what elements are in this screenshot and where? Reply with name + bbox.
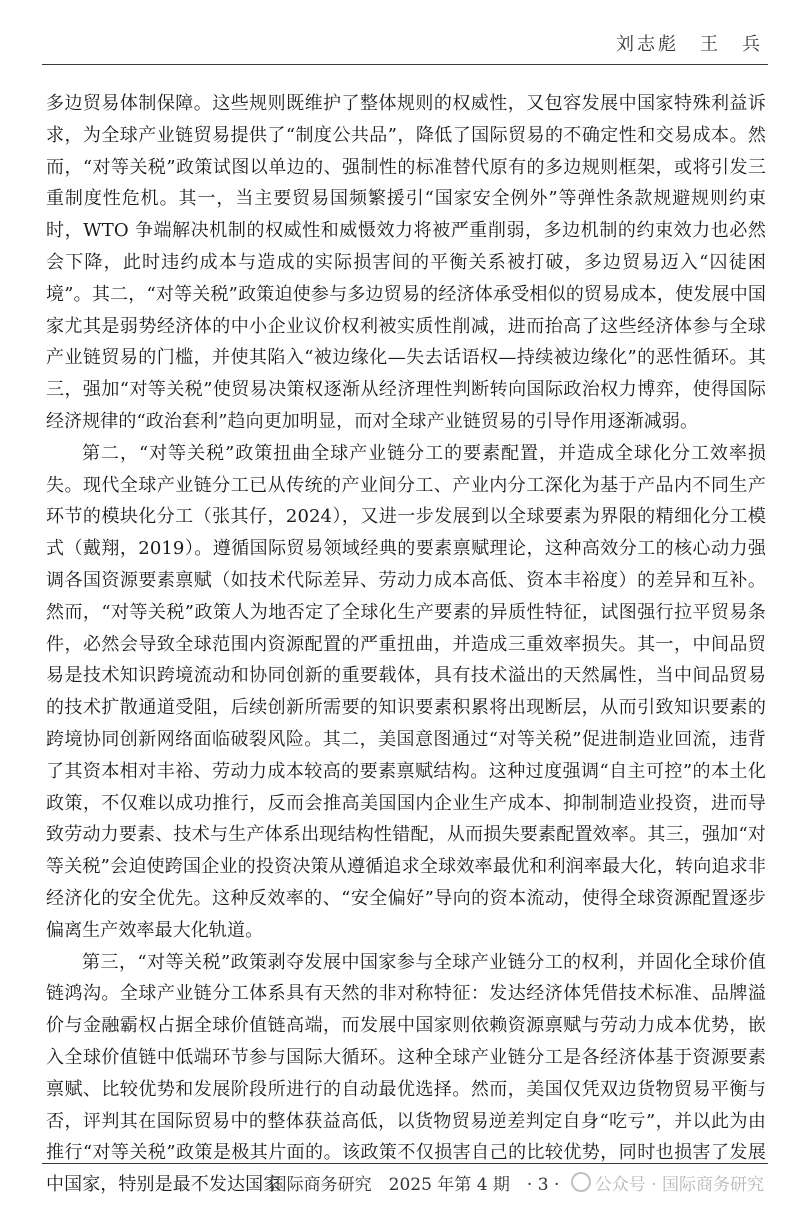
- paragraph-continuation: 多边贸易体制保障。这些规则既维护了整体规则的权威性，又包容发展中国家特殊利益诉求，为全球产业链贸易提供了“制度公共品”，降低了国际贸易的不确定性和交易成本。然而，“对等关税”政策试图以单边的、强制性的标准替代原有的多边规则框架，或将引发三重制度性危机。其一，当主要贸易国频繁援引“国家安全例外”等弹性条款规避规则约束时，WTO 争端解决机制的权威性和威慑效力将被严重削弱，多边机制的约束效力也必然会下降，此时违约成本与造成的实际损害间的平衡关系被打破，多边贸易迈入“囚徒困境”。其二，“对等关税”政策迫使参与多边贸易的经济体承受相似的贸易成本，使发展中国家尤其是弱势经济体的中小企业议价权利被实质性削减，进而抬高了这些经济体参与全球产业链贸易的门槛，并使其陷入“被边缘化—失去话语权—持续被边缘化”的恶性循环。其三，强加“对等关税”使贸易决策权逐渐从经济理性判断转向国际政治权力博弈，使得国际经济规律的“政治套利”趋向更加明显，而对全球产业链贸易的引导作用逐渐减弱。: [46, 93, 766, 432]
- article-body: [46, 88, 766, 1201]
- watermark: [571, 1175, 764, 1195]
- header-divider: [42, 64, 768, 65]
- running-header-authors: 刘志彪 王 兵: [616, 34, 763, 55]
- running-footer: [270, 1170, 764, 1195]
- wechat-icon: [571, 1172, 591, 1192]
- paragraph-third-point: 第三，“对等关税”政策剥夺发展中国家参与全球产业链分工的权利，并固化全球价值链鸿沟。全球产业链分工体系具有天然的非对称特征：发达经济体凭借技术标准、品牌溢价与金融霸权占据全球价值链高端，而发展中国家则依赖资源禀赋与劳动力成本优势，嵌入全球价值链中低端环节参与国际大循环。这种全球产业链分工是各经济体基于资源要素禀赋、比较优势和发展阶段所进行的自动最优选择。然而，美国仅凭双边货物贸易平衡与否，评判其在国际贸易中的整体获益高低，以货物贸易逆差判定自身“吃亏”，并以此为由推行“对等关税”政策是极其片面的。该政策不仅损害自己的比较优势，同时也损害了发展中国家，特别是最不发达国家: [46, 951, 766, 1196]
- footer-divider: [42, 1163, 768, 1164]
- paragraph-second-point: 第二，“对等关税”政策扭曲全球产业链分工的要素配置，并造成全球化分工效率损失。现代全球产业链分工已从传统的产业间分工、产业内分工深化为基于产品内不同生产环节的模块化分工（张其仔，2024），又进一步发展到以全球要素为界限的精细化分工模式（戴翔，2019）。遵循国际贸易领域经典的要素禀赋理论，这种高效分工的核心动力强调各国资源要素禀赋（如技术代际差异、劳动力成本高低、资本丰裕度）的差异和互补。然而，“对等关税”政策人为地否定了全球化生产要素的异质性特征，试图强行拉平贸易条件，必然会导致全球范围内资源配置的严重扭曲，并造成三重效率损失。其一，中间品贸易是技术知识跨境流动和协同创新的重要载体，具有技术溢出的天然属性，当中间品贸易的技术扩散通道受阻，后续创新所需要的知识要素积累将出现断层，从而引致知识要素的跨境协同创新网络面临破裂风险。其二，美国意图通过“对等关税”促进制造业回流，违背了其资本相对丰裕、劳动力成本较高的要素禀赋结构。这种过度强调“自主可控”的本土化政策，不仅难以成功推行，反而会推高美国国内企业生产成本、抑制制造业投资，进而导致劳动力要素、技术与生产体系出现结构性错配，从而损失要素配置效率。其三，强加“对等关税”会迫使跨国企业的投资决策从遵循追求全球效率最优和利润率最大化，转向追求非经济化的安全优先。这种反效率的、“安全偏好”导向的资本流动，使得全球资源配置逐步偏离生产效率最大化轨道。: [46, 442, 766, 941]
- watermark-text: 公众号 · 国际商务研究: [594, 1175, 764, 1195]
- journal-issue-page: 国际商务研究 2025 年第 4 期 · 3 ·: [269, 1175, 560, 1195]
